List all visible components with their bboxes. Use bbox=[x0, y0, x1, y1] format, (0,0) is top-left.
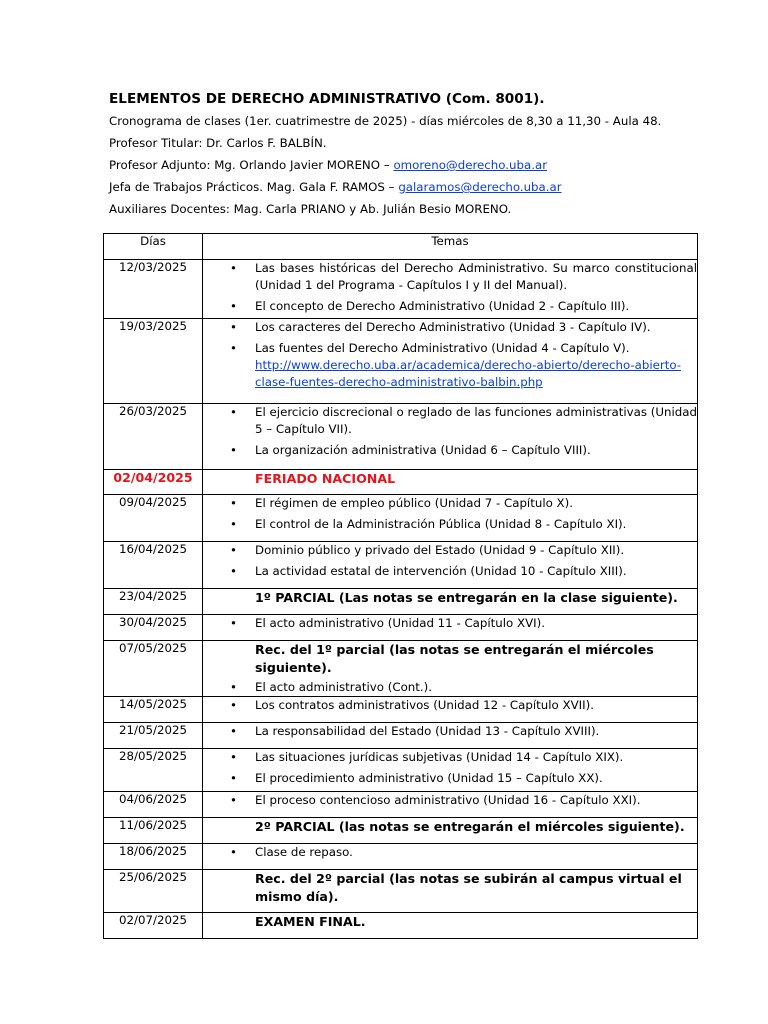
topic-list bbox=[203, 723, 697, 740]
row-date: 02/07/2025 bbox=[104, 913, 203, 939]
table-row bbox=[104, 723, 698, 749]
row-topics bbox=[203, 697, 698, 723]
row-date: 18/06/2025 bbox=[104, 844, 203, 870]
topic-text: El control de la Administración Pública (Unidad 8 - Capítulo XI). bbox=[255, 517, 627, 531]
table-row bbox=[104, 818, 698, 844]
exam-note: 2º PARCIAL (las notas se entregarán el miércoles siguiente). bbox=[255, 819, 685, 834]
topic-list bbox=[203, 495, 697, 533]
practical-chief-label: Jefa de Trabajos Prácticos. Mag. Gala F. RAMOS – bbox=[109, 180, 399, 194]
row-date: 07/05/2025 bbox=[104, 641, 203, 697]
bullet-icon: • bbox=[230, 320, 237, 334]
exam-note: EXAMEN FINAL. bbox=[255, 914, 366, 929]
list-item bbox=[203, 495, 697, 512]
bullet-icon: • bbox=[230, 341, 237, 355]
row-date: 02/04/2025 bbox=[104, 470, 203, 495]
table-row bbox=[104, 495, 698, 542]
table-row bbox=[104, 697, 698, 723]
row-date: 26/03/2025 bbox=[104, 404, 203, 470]
topic-list bbox=[203, 615, 697, 632]
exam-note: 1º PARCIAL (Las notas se entregarán en la clase siguiente). bbox=[255, 590, 678, 605]
table-row bbox=[104, 792, 698, 818]
table-row bbox=[104, 913, 698, 939]
row-topics bbox=[203, 749, 698, 792]
row-topics bbox=[203, 641, 698, 697]
class-video-link[interactable]: http://www.derecho.uba.ar/academica/derecho-abierto/derecho-abierto-clase-fuentes-derecho-administrativo-balbin.php bbox=[255, 358, 682, 389]
list-item bbox=[203, 770, 697, 787]
list-item bbox=[203, 749, 697, 766]
adjunct-professor-label: Profesor Adjunto: Mg. Orlando Javier MORENO – bbox=[109, 158, 394, 172]
table-row bbox=[104, 870, 698, 913]
bullet-icon: • bbox=[230, 261, 237, 275]
row-topics bbox=[203, 260, 698, 319]
exam-note: Rec. del 1º parcial (las notas se entregarán el miércoles siguiente). bbox=[255, 642, 654, 675]
table-row bbox=[104, 844, 698, 870]
list-item bbox=[203, 319, 697, 336]
bullet-icon: • bbox=[230, 845, 237, 859]
document-header bbox=[109, 88, 709, 220]
topic-text: La organización administrativa (Unidad 6 – Capítulo VIII). bbox=[255, 443, 591, 457]
bullet-icon: • bbox=[230, 680, 237, 694]
topic-text: Clase de repaso. bbox=[255, 845, 353, 859]
list-item bbox=[203, 442, 697, 459]
topic-text: El concepto de Derecho Administrativo (Unidad 2 - Capítulo III). bbox=[255, 299, 630, 313]
row-date: 11/06/2025 bbox=[104, 818, 203, 844]
bullet-icon: • bbox=[230, 698, 237, 712]
topic-list bbox=[203, 319, 697, 391]
table-row bbox=[104, 589, 698, 615]
schedule-rows bbox=[104, 260, 698, 939]
list-item bbox=[203, 298, 697, 315]
schedule-table bbox=[103, 233, 698, 939]
row-date: 25/06/2025 bbox=[104, 870, 203, 913]
row-date: 28/05/2025 bbox=[104, 749, 203, 792]
row-date: 09/04/2025 bbox=[104, 495, 203, 542]
course-title: ELEMENTOS DE DERECHO ADMINISTRATIVO (Com. 8001). bbox=[109, 91, 545, 107]
table-row bbox=[104, 404, 698, 470]
table-row bbox=[104, 749, 698, 792]
table-row bbox=[104, 470, 698, 495]
topic-text: El proceso contencioso administrativo (Unidad 16 - Capítulo XXI). bbox=[255, 793, 641, 807]
topic-text: El acto administrativo (Cont.). bbox=[255, 680, 432, 694]
topic-list bbox=[203, 844, 697, 861]
table-row bbox=[104, 641, 698, 697]
table-row bbox=[104, 542, 698, 589]
row-topics bbox=[203, 844, 698, 870]
exam-note: Rec. del 2º parcial (las notas se subirán al campus virtual el mismo día). bbox=[255, 871, 682, 904]
topic-list bbox=[203, 697, 697, 714]
bullet-icon: • bbox=[230, 496, 237, 510]
row-topics bbox=[203, 470, 698, 495]
topic-text: El procedimiento administrativo (Unidad 15 – Capítulo XX). bbox=[255, 771, 603, 785]
topic-text: El acto administrativo (Unidad 11 - Capítulo XVI). bbox=[255, 616, 546, 630]
topic-text: La responsabilidad del Estado (Unidad 13 - Capítulo XVIII). bbox=[255, 724, 600, 738]
list-item bbox=[203, 260, 697, 294]
topic-list bbox=[203, 749, 697, 787]
row-date: 14/05/2025 bbox=[104, 697, 203, 723]
row-date: 16/04/2025 bbox=[104, 542, 203, 589]
topic-list bbox=[203, 404, 697, 459]
bullet-icon: • bbox=[230, 564, 237, 578]
topic-list bbox=[203, 679, 697, 696]
table-row bbox=[104, 615, 698, 641]
bullet-icon: • bbox=[230, 543, 237, 557]
row-topics bbox=[203, 792, 698, 818]
topic-list bbox=[203, 260, 697, 315]
topic-text: Las fuentes del Derecho Administrativo (Unidad 4 - Capítulo V). bbox=[255, 341, 630, 355]
bullet-icon: • bbox=[230, 517, 237, 531]
row-date: 21/05/2025 bbox=[104, 723, 203, 749]
row-topics bbox=[203, 495, 698, 542]
titular-professor-line: Profesor Titular: Dr. Carlos F. BALBÍN. bbox=[109, 136, 327, 150]
assistants-line: Auxiliares Docentes: Mag. Carla PRIANO y Ab. Julián Besio MORENO. bbox=[109, 202, 512, 216]
topic-text: Dominio público y privado del Estado (Unidad 9 - Capítulo XII). bbox=[255, 543, 625, 557]
topic-text: El régimen de empleo público (Unidad 7 - Capítulo X). bbox=[255, 496, 573, 510]
topic-list bbox=[203, 542, 697, 580]
days-column-header: Días bbox=[104, 234, 203, 260]
bullet-icon: • bbox=[230, 750, 237, 764]
topic-list bbox=[203, 792, 697, 809]
topic-text: La actividad estatal de intervención (Unidad 10 - Capítulo XIII). bbox=[255, 564, 627, 578]
row-date: 23/04/2025 bbox=[104, 589, 203, 615]
list-item bbox=[203, 844, 697, 861]
list-item bbox=[203, 404, 697, 438]
row-topics bbox=[203, 723, 698, 749]
row-topics bbox=[203, 913, 698, 939]
row-topics bbox=[203, 870, 698, 913]
row-date: 12/03/2025 bbox=[104, 260, 203, 319]
topics-column-header: Temas bbox=[203, 234, 698, 260]
row-topics bbox=[203, 615, 698, 641]
bullet-icon: • bbox=[230, 616, 237, 630]
adjunct-professor-line bbox=[109, 154, 709, 176]
row-topics bbox=[203, 404, 698, 470]
row-date: 30/04/2025 bbox=[104, 615, 203, 641]
adjunct-email-link[interactable]: omoreno@derecho.uba.ar bbox=[393, 158, 548, 172]
topic-text: Las bases históricas del Derecho Administrativo. Su marco constitucional (Unidad 1 del Programa - Capítulos I y II del Manual). bbox=[255, 261, 697, 292]
bullet-icon: • bbox=[230, 443, 237, 457]
table-row bbox=[104, 260, 698, 319]
list-item bbox=[203, 615, 697, 632]
list-item bbox=[203, 542, 697, 559]
list-item bbox=[203, 723, 697, 740]
holiday-note: FERIADO NACIONAL bbox=[255, 471, 396, 486]
bullet-icon: • bbox=[230, 724, 237, 738]
topic-text: Las situaciones jurídicas subjetivas (Unidad 14 - Capítulo XIX). bbox=[255, 750, 624, 764]
bullet-icon: • bbox=[230, 771, 237, 785]
topic-text: Los caracteres del Derecho Administrativo (Unidad 3 - Capítulo IV). bbox=[255, 320, 651, 334]
row-topics bbox=[203, 818, 698, 844]
table-header-row bbox=[104, 234, 698, 260]
topic-text: El ejercicio discrecional o reglado de las funciones administrativas (Unidad 5 – Capítulo VII). bbox=[255, 405, 697, 436]
practical-chief-email-link[interactable]: galaramos@derecho.uba.ar bbox=[398, 180, 562, 194]
row-topics bbox=[203, 589, 698, 615]
list-item bbox=[203, 679, 697, 696]
topic-text: Los contratos administrativos (Unidad 12 - Capítulo XVII). bbox=[255, 698, 594, 712]
bullet-icon: • bbox=[230, 793, 237, 807]
table-row bbox=[104, 319, 698, 404]
list-item bbox=[203, 563, 697, 580]
row-topics bbox=[203, 319, 698, 404]
schedule-line: Cronograma de clases (1er. cuatrimestre de 2025) - días miércoles de 8,30 a 11,30 - Aula 48. bbox=[109, 114, 662, 128]
bullet-icon: • bbox=[230, 299, 237, 313]
row-date: 04/06/2025 bbox=[104, 792, 203, 818]
row-topics bbox=[203, 542, 698, 589]
list-item bbox=[203, 516, 697, 533]
list-item bbox=[203, 792, 697, 809]
bullet-icon: • bbox=[230, 405, 237, 419]
practical-chief-line bbox=[109, 176, 709, 198]
list-item bbox=[203, 697, 697, 714]
list-item bbox=[203, 340, 697, 391]
row-date: 19/03/2025 bbox=[104, 319, 203, 404]
